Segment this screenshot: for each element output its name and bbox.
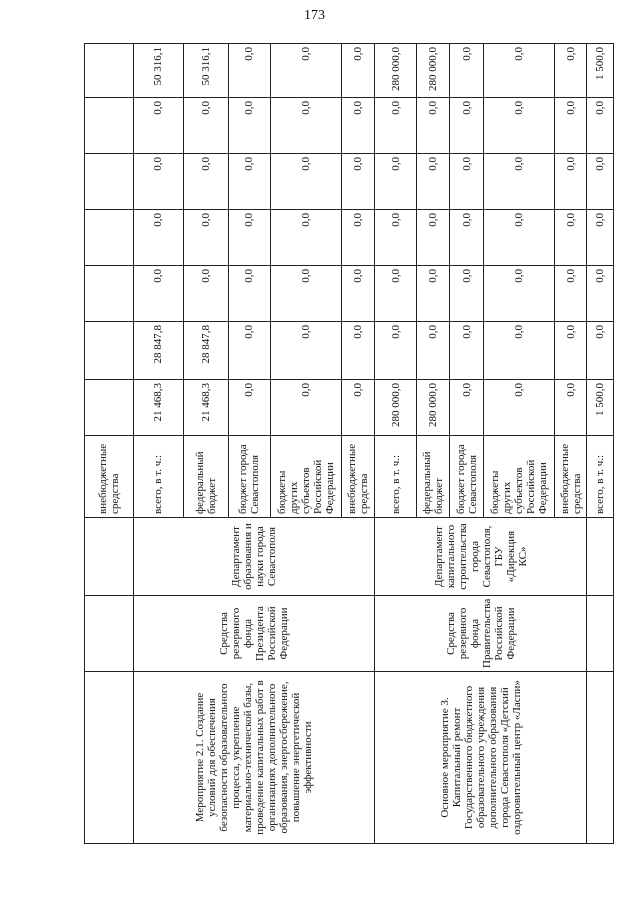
amount-cell: 0,0 xyxy=(587,98,614,154)
table-row xyxy=(85,44,134,844)
budget-type-cell: бюджет города Севастополя xyxy=(450,436,483,518)
activity-description-cell: Основное мероприятие 3. Капитальный ремонт Государственного бюджетного образовательного учреждения дополнительного образования города Севастополя «Детский оздоровительный центр «Ласпи» xyxy=(375,672,587,844)
executor-cell xyxy=(85,518,134,596)
amount-cell: 0,0 xyxy=(450,380,483,436)
amount-cell: 0,0 xyxy=(555,266,587,322)
amount-cell: 0,0 xyxy=(555,210,587,266)
amount-cell: 0,0 xyxy=(483,98,555,154)
amount-cell: 0,0 xyxy=(483,266,555,322)
budget-type-cell: бюджеты других субъектов Российской Федерации xyxy=(270,436,342,518)
budget-table xyxy=(84,43,614,844)
amount-cell xyxy=(85,210,134,266)
amount-cell: 0,0 xyxy=(375,266,417,322)
amount-cell: 0,0 xyxy=(483,154,555,210)
amount-cell: 280 000,0 xyxy=(375,380,417,436)
activity-description-cell xyxy=(85,672,134,844)
budget-type-cell: всего, в т. ч.: xyxy=(133,436,184,518)
amount-cell: 50 316,1 xyxy=(133,44,184,98)
amount-cell: 0,0 xyxy=(228,380,270,436)
table-body xyxy=(85,44,614,844)
amount-cell: 0,0 xyxy=(417,266,450,322)
amount-cell: 0,0 xyxy=(483,380,555,436)
funding-source-cell: Средства резервного фонда Президента Российской Федерации xyxy=(133,596,375,672)
amount-cell: 0,0 xyxy=(375,154,417,210)
amount-cell: 0,0 xyxy=(184,210,228,266)
budget-type-cell: внебюджетные средства xyxy=(85,436,134,518)
amount-cell: 280 000,0 xyxy=(417,44,450,98)
amount-cell xyxy=(85,380,134,436)
amount-cell: 0,0 xyxy=(587,210,614,266)
amount-cell: 0,0 xyxy=(587,322,614,380)
amount-cell: 0,0 xyxy=(483,44,555,98)
budget-type-cell: федеральный бюджет xyxy=(417,436,450,518)
page-number: 173 xyxy=(304,8,325,23)
amount-cell: 0,0 xyxy=(228,44,270,98)
amount-cell: 28 847,8 xyxy=(184,322,228,380)
table-row xyxy=(133,44,184,844)
funding-source-cell xyxy=(85,596,134,672)
funding-source-cell xyxy=(587,596,614,672)
amount-cell: 0,0 xyxy=(555,154,587,210)
rotated-table-container xyxy=(84,44,614,844)
activity-description-cell: Мероприятие 2.1. Создание условий для обеспечения безопасности образовательного процесса, укрепление материально-технической базы, проведение капитальных работ в организациях дополнительного образования, энергосбережение, повышение энергетической эффективности xyxy=(133,672,375,844)
amount-cell: 0,0 xyxy=(375,98,417,154)
amount-cell: 0,0 xyxy=(270,44,342,98)
amount-cell xyxy=(85,98,134,154)
funding-source-cell: Средства резервного фонда Правительства Российской Федерации xyxy=(375,596,587,672)
amount-cell: 0,0 xyxy=(342,44,375,98)
amount-cell: 0,0 xyxy=(450,44,483,98)
amount-cell: 0,0 xyxy=(228,322,270,380)
amount-cell: 0,0 xyxy=(342,210,375,266)
amount-cell: 0,0 xyxy=(417,322,450,380)
amount-cell: 0,0 xyxy=(228,98,270,154)
amount-cell: 0,0 xyxy=(133,98,184,154)
amount-cell: 0,0 xyxy=(450,154,483,210)
amount-cell: 0,0 xyxy=(228,210,270,266)
amount-cell: 280 000,0 xyxy=(375,44,417,98)
budget-type-cell: внебюджетные средства xyxy=(342,436,375,518)
amount-cell: 0,0 xyxy=(270,266,342,322)
amount-cell: 28 847,8 xyxy=(133,322,184,380)
amount-cell: 0,0 xyxy=(342,322,375,380)
budget-type-cell: федеральный бюджет xyxy=(184,436,228,518)
amount-cell: 0,0 xyxy=(587,266,614,322)
budget-type-cell: бюджет города Севастополя xyxy=(228,436,270,518)
budget-type-cell: внебюджетные средства xyxy=(555,436,587,518)
amount-cell: 0,0 xyxy=(270,210,342,266)
amount-cell: 0,0 xyxy=(228,266,270,322)
amount-cell: 21 468,3 xyxy=(133,380,184,436)
amount-cell: 0,0 xyxy=(555,44,587,98)
executor-cell: Департамент образования и науки города Севастополя xyxy=(133,518,375,596)
amount-cell: 280 000,0 xyxy=(417,380,450,436)
amount-cell: 0,0 xyxy=(483,322,555,380)
amount-cell xyxy=(85,322,134,380)
budget-type-cell: всего, в т. ч.: xyxy=(587,436,614,518)
amount-cell: 0,0 xyxy=(270,322,342,380)
amount-cell: 0,0 xyxy=(555,380,587,436)
amount-cell: 0,0 xyxy=(587,154,614,210)
amount-cell: 0,0 xyxy=(342,98,375,154)
amount-cell: 0,0 xyxy=(417,210,450,266)
amount-cell: 0,0 xyxy=(270,154,342,210)
executor-cell: Департамент капитального строительства города Севастополя, ГБУ «Дирекция КС» xyxy=(375,518,587,596)
table-row xyxy=(587,44,614,844)
amount-cell: 0,0 xyxy=(375,210,417,266)
amount-cell: 0,0 xyxy=(417,98,450,154)
amount-cell: 0,0 xyxy=(555,98,587,154)
amount-cell: 0,0 xyxy=(483,210,555,266)
amount-cell: 0,0 xyxy=(270,380,342,436)
amount-cell xyxy=(85,154,134,210)
amount-cell: 1 500,0 xyxy=(587,380,614,436)
amount-cell: 0,0 xyxy=(342,154,375,210)
amount-cell: 0,0 xyxy=(133,266,184,322)
budget-type-cell: бюджеты других субъектов Российской Федерации xyxy=(483,436,555,518)
amount-cell: 0,0 xyxy=(133,154,184,210)
amount-cell: 50 316,1 xyxy=(184,44,228,98)
amount-cell: 0,0 xyxy=(342,380,375,436)
amount-cell: 0,0 xyxy=(133,210,184,266)
executor-cell xyxy=(587,518,614,596)
amount-cell: 0,0 xyxy=(450,98,483,154)
amount-cell: 21 468,3 xyxy=(184,380,228,436)
amount-cell: 0,0 xyxy=(342,266,375,322)
amount-cell: 0,0 xyxy=(184,266,228,322)
amount-cell: 0,0 xyxy=(375,322,417,380)
amount-cell: 0,0 xyxy=(450,322,483,380)
activity-description-cell xyxy=(587,672,614,844)
amount-cell: 0,0 xyxy=(555,322,587,380)
amount-cell: 1 500,0 xyxy=(587,44,614,98)
table-row xyxy=(375,44,417,844)
amount-cell: 0,0 xyxy=(450,266,483,322)
amount-cell: 0,0 xyxy=(184,98,228,154)
amount-cell: 0,0 xyxy=(450,210,483,266)
amount-cell: 0,0 xyxy=(417,154,450,210)
amount-cell: 0,0 xyxy=(184,154,228,210)
amount-cell: 0,0 xyxy=(270,98,342,154)
budget-type-cell: всего, в т. ч.: xyxy=(375,436,417,518)
amount-cell: 0,0 xyxy=(228,154,270,210)
amount-cell xyxy=(85,44,134,98)
amount-cell xyxy=(85,266,134,322)
